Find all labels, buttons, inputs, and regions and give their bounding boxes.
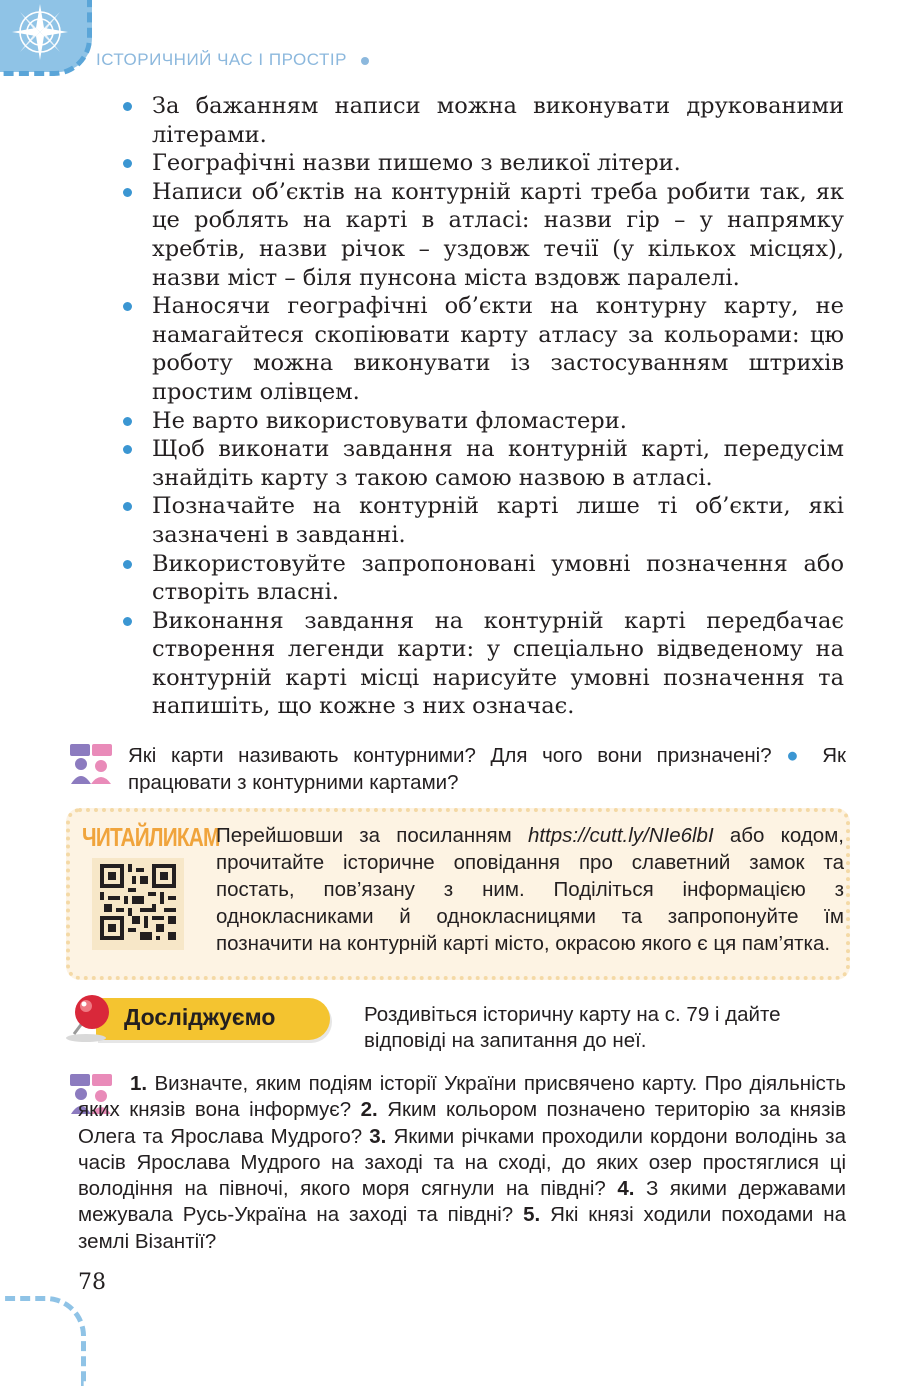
list-item (120, 149, 844, 178)
list-item (120, 607, 844, 721)
tips-list (120, 92, 844, 721)
question-number: 3. (369, 1124, 387, 1148)
readers-text-part: Перейшовши за посиланням (216, 824, 512, 847)
list-item-text: Використовуйте запропоновані умовні позначення або створіть власні. (152, 550, 844, 606)
bullet-dot-icon (123, 417, 132, 426)
question-number: 2. (360, 1098, 378, 1122)
list-item (120, 292, 844, 406)
readers-text-part: або кодом, прочитайте історичне оповідання про славетний замок та постать, пов’язану з ним. Поділіться інформацією з однокласниками й однокласницями та запропонуйте їм позначити на контурній карті місто, окрасою якого є ця пам’ятка. (216, 824, 844, 955)
bullet-dot-icon (123, 302, 132, 311)
qr-code-icon[interactable] (100, 864, 176, 940)
readers-label: ЧИТАЙЛИКАМ (82, 822, 220, 852)
bullet-dot-icon (123, 159, 132, 168)
question-number: 5. (523, 1203, 541, 1227)
separator-dot: ● (786, 744, 808, 767)
list-item (120, 550, 844, 607)
list-item (120, 492, 844, 549)
bullet-dot-icon (123, 617, 132, 626)
bullet-dot-icon (123, 445, 132, 454)
question-text: Які карти називають контурними? Для чого вони призначені? (128, 744, 772, 767)
compass-rose-icon (6, 2, 76, 68)
list-item-text: За бажанням написи можна виконувати друкованими літерами. (152, 93, 844, 148)
list-item-text: Виконання завдання на контурній карті передбачає створення легенди карти: у спеціально відведеному на контурній карті місці нарисуйте умовні позначення та напишіть, що кожне з них означає. (152, 607, 844, 720)
list-item-text: Написи об’єктів на контурній карті треба робити так, як це роблять на карті в атласі: назви гір – у напрямку хребтів, назви річок – уздовж течії (у кількох місцях), назви міст – біля пунсона міста вздовж паралелі. (152, 178, 844, 291)
question-text: Якими річками проходили кордони володінь за часів Ярослава Мудрого на заході та на сході, до яких озер простяглися ці володіння на півночі, якого моря сягнули на півдні? (78, 1124, 846, 1201)
question-number: 4. (617, 1177, 635, 1201)
bullet-dot-icon (123, 188, 132, 197)
question-text: Які князі ходили походами на землі Візантії? (78, 1203, 846, 1253)
bullet-dot-icon (123, 102, 132, 111)
list-item (120, 435, 844, 492)
list-item-text: Щоб виконати завдання на контурній карті, передусім знайдіть карту з такою самою назвою в атласі. (152, 436, 844, 491)
question-text: Яким кольором позначено територію за князів Олега та Ярослава Мудрого? (78, 1098, 846, 1148)
bullet-dot-icon (123, 560, 132, 569)
research-label: Досліджуємо (124, 1004, 276, 1030)
list-item (120, 407, 844, 436)
list-item-text: Не варто використовувати фломастери. (152, 407, 627, 434)
bullet-dot-icon (361, 57, 369, 65)
list-item (120, 92, 844, 149)
question-text: З якими державами межувала Русь-Україна на заході та півдні? (78, 1177, 846, 1227)
running-head-text: ІСТОРИЧНИЙ ЧАС І ПРОСТІР (96, 50, 347, 69)
readers-link[interactable]: https://cutt.ly/NIe6lbI (527, 824, 714, 847)
question-text: Визначте, яким подіям історії України присвячено карту. Про діяльність яких князів вона інформує? (78, 1072, 846, 1122)
question-number: 1. (130, 1072, 148, 1095)
research-text: Роздивіться історичну карту на с. 79 і дайте відповіді на запитання до неї. (364, 1003, 781, 1052)
footer-dashed-border (0, 1296, 86, 1386)
list-item-text: Географічні назви пишемо з великої літери. (152, 150, 681, 177)
question-text: Як працювати з контурними картами? (128, 744, 846, 794)
list-item-text: Наносячи географічні об’єкти на контурну карту, не намагайтеся скопіювати карту атласу за кольорами: цю роботу можна виконувати із застосуванням штрихів простим олівцем. (152, 293, 844, 405)
readers-text (216, 822, 844, 957)
list-item (120, 178, 844, 292)
page-number: 78 (78, 1270, 106, 1295)
pushpin-icon (56, 988, 120, 1044)
list-item-text: Позначайте на контурній карті лише ті об’єкти, які зазначені в завданні. (152, 493, 844, 548)
discussion-icon (70, 744, 112, 784)
running-head (96, 50, 369, 70)
bullet-dot-icon (123, 502, 132, 511)
map-questions (78, 1071, 846, 1255)
review-questions (128, 742, 846, 796)
